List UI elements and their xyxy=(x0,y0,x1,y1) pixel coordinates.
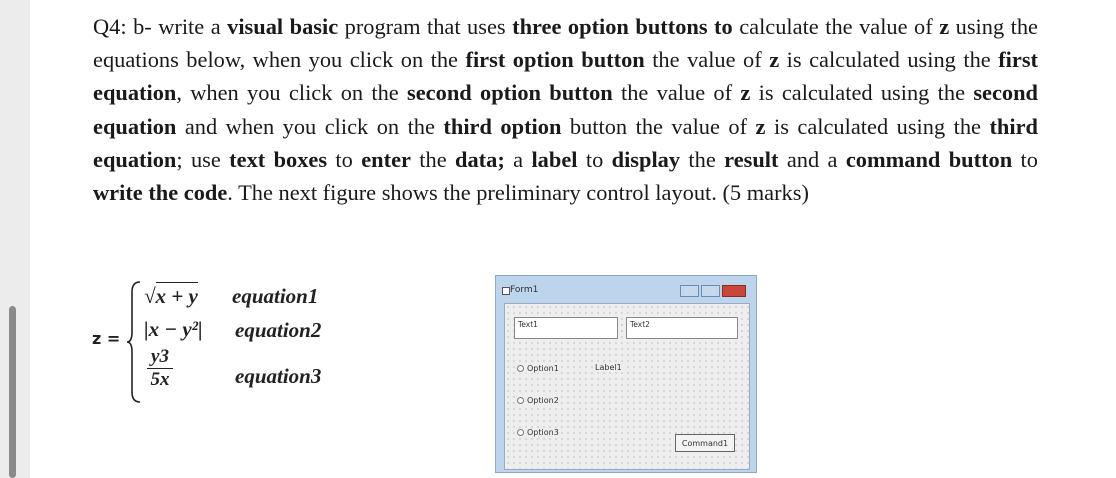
text-run: a xyxy=(504,146,532,172)
sqrt-expression: x + y xyxy=(155,284,198,308)
bold-term: label xyxy=(531,146,578,172)
left-brace xyxy=(126,280,142,404)
text1-box[interactable]: Text1 xyxy=(514,317,618,339)
equation-block xyxy=(92,278,392,408)
text-run: Q4: b- write a xyxy=(93,14,228,39)
command1-button[interactable]: Command1 xyxy=(675,434,735,452)
text-run: . The next figure shows the preliminary control layout. (5 marks) xyxy=(227,180,809,206)
text-run: the xyxy=(410,146,456,172)
text-run: the value of xyxy=(612,80,741,106)
text-run: is calculated using the xyxy=(779,47,999,73)
question-text xyxy=(93,10,1038,209)
bold-term: enter xyxy=(361,146,411,172)
text-run: and when you click on the xyxy=(176,113,444,139)
text-run: to xyxy=(1012,146,1038,172)
equation-row-2: |x − y²| xyxy=(144,317,203,341)
bold-term: z xyxy=(740,80,751,106)
text-run: ; use xyxy=(176,146,230,172)
bold-term: display xyxy=(611,146,681,172)
scrollbar[interactable] xyxy=(9,306,16,478)
maximize-icon[interactable] xyxy=(701,285,720,297)
bold-term: result xyxy=(724,146,779,172)
radio-icon xyxy=(517,397,524,404)
vb-form-window xyxy=(495,275,757,473)
bold-term: first option button xyxy=(465,47,645,73)
bold-term: write the code xyxy=(93,180,228,206)
bold-term: second option button xyxy=(407,80,613,106)
form-client-area xyxy=(504,303,750,470)
equation-row-1: √x + y xyxy=(144,284,198,308)
option1-button[interactable] xyxy=(517,364,561,373)
text-run: the xyxy=(680,146,725,172)
text-run: program that uses xyxy=(338,14,513,39)
text-run: the value of xyxy=(644,47,770,73)
text-run: using the equations below, when you click on the xyxy=(93,14,1038,73)
bold-term: visual basic xyxy=(227,14,339,39)
fraction-denominator: 5x xyxy=(150,369,170,390)
option2-label: Option2 xyxy=(527,396,559,405)
window-buttons xyxy=(678,285,746,297)
equation-label-1: equation1 xyxy=(232,284,319,308)
bold-term: three option buttons to xyxy=(512,14,733,39)
bold-term: text boxes xyxy=(229,146,328,172)
text-run: calculate the value of xyxy=(732,14,940,39)
close-icon[interactable] xyxy=(722,285,746,297)
label1: Label1 xyxy=(595,363,622,372)
text-run: is calculated using the xyxy=(765,113,990,139)
equation-label-3: equation3 xyxy=(235,364,322,388)
equation-row-3-fraction xyxy=(147,346,173,390)
option2-button[interactable] xyxy=(517,396,561,405)
bold-term: z xyxy=(769,47,780,73)
text-run: and a xyxy=(778,146,846,172)
fraction-numerator: y3 xyxy=(147,346,173,369)
bold-term: second equation xyxy=(93,80,1039,139)
bold-term: third option xyxy=(443,113,562,139)
text-run: is calculated using the xyxy=(750,80,974,106)
form-title: Form1 xyxy=(510,285,539,295)
equation-label-2: equation2 xyxy=(235,318,322,342)
radio-icon xyxy=(517,365,524,372)
bold-term: z xyxy=(755,113,766,139)
bold-term: first equation xyxy=(93,47,1038,106)
bold-term: data; xyxy=(455,146,505,172)
text-run: button the value of xyxy=(561,113,756,139)
text-run: to xyxy=(577,146,612,172)
equation-lhs: z = xyxy=(92,329,121,348)
minimize-icon[interactable] xyxy=(680,285,699,297)
radio-icon xyxy=(517,429,524,436)
option3-label: Option3 xyxy=(527,428,559,437)
text-run: , when you click on the xyxy=(176,80,408,106)
bold-term: third equation xyxy=(93,113,1038,172)
text-run: to xyxy=(327,146,362,172)
bold-term: z xyxy=(939,14,950,39)
text2-box[interactable]: Text2 xyxy=(626,317,738,339)
bold-term: command button xyxy=(845,146,1013,172)
option3-button[interactable] xyxy=(517,428,561,437)
option1-label: Option1 xyxy=(527,364,559,373)
form-icon xyxy=(502,287,510,295)
